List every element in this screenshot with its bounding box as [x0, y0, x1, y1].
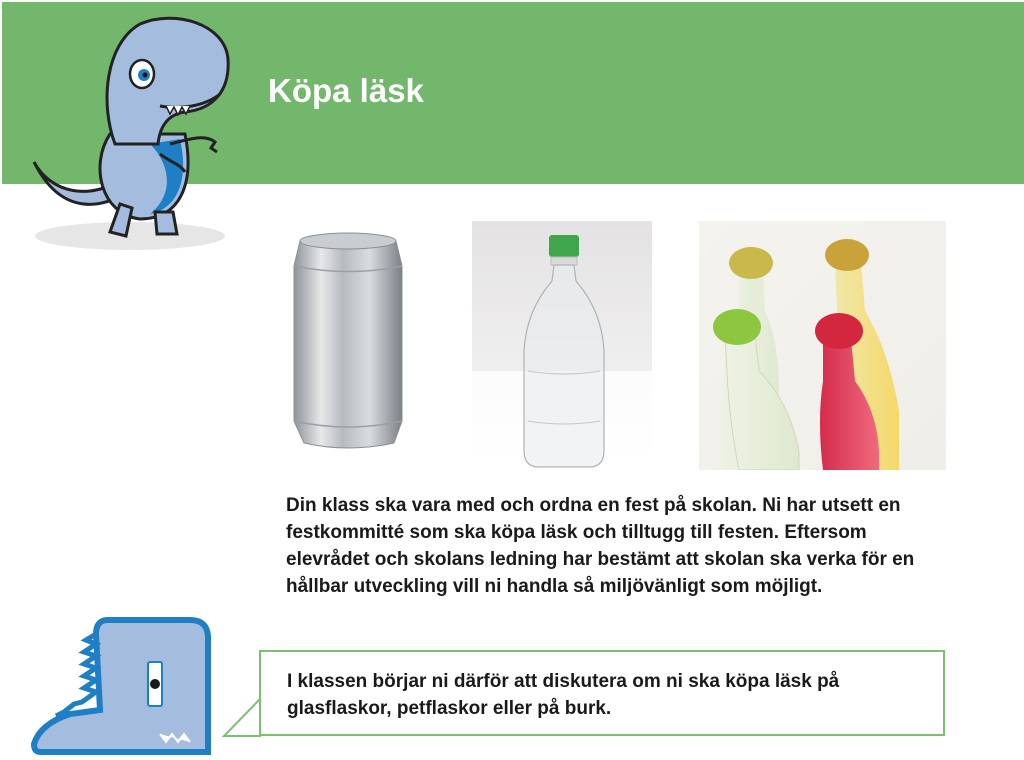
small-dinosaur-mascot-icon — [30, 614, 215, 756]
speech-bubble — [259, 650, 945, 736]
dinosaur-mascot-icon — [20, 14, 240, 254]
speech-bubble-tail-icon — [222, 690, 262, 738]
pet-bottle-photo — [472, 221, 652, 469]
glass-bottles-photo — [699, 221, 946, 470]
aluminum-can-photo — [270, 221, 427, 456]
speech-bubble-text: I klassen börjar ni därför att diskutera om ni ska köpa läsk på glasflaskor, petflaskor eller på burk. — [287, 671, 840, 719]
intro-paragraph: Din klass ska vara med och ordna en fest på skolan. Ni har utsett en festkommitté som ska köpa läsk och tilltugg till festen. Eftersom elevrådet och skolans ledning har bestämt att skolan ska verka för en hållbar utveckling vill ni handla så miljövänligt som möjligt. — [286, 495, 915, 597]
page-title: Köpa läsk — [268, 72, 424, 109]
